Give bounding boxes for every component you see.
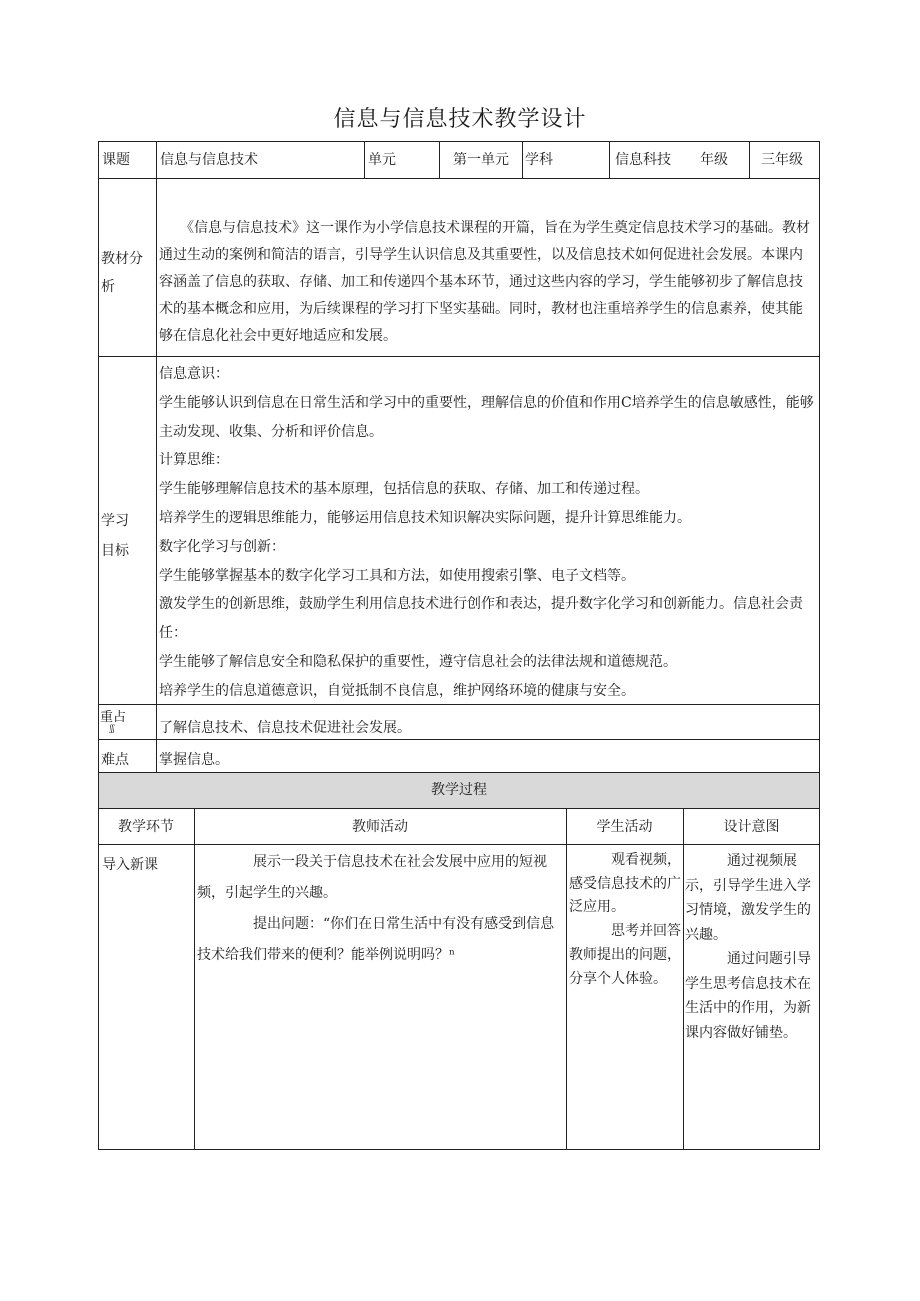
difficulty-label: 难点 xyxy=(101,752,129,768)
lesson-plan-table xyxy=(98,141,820,1150)
key-point-text: 了解信息技术、信息技术促进社会发展。 xyxy=(159,720,411,736)
column-header-teacher: 教师活动 xyxy=(352,819,408,835)
material-analysis-text: 《信息与信息技术》这一课作为小学信息技术课程的开篇，旨在为学生奠定信息技术学习的基础。教材通过生动的案例和简洁的语言，引导学生认识信息及其重要性，以及信息技术如何促进社会发展。本课内容涵盖了信息的获取、存储、加工和传递四个基本环节，通过这些内容的学习，学生能够初步了解信息技术的基本概念和应用，为后续课程的学习打下坚实基础。同时，教材也注重培养学生的信息素养，使其能够在信息化社会中更好地适应和发展。 xyxy=(159,220,810,344)
student-activity-line: 观看视频，感受信息技术的广泛应用。 xyxy=(569,852,681,916)
key-point-label-mark: ʃʃ xyxy=(110,724,115,733)
key-point-label-text: 重占 xyxy=(100,710,127,725)
subject-value: 信息科技 xyxy=(615,152,671,168)
key-point-label xyxy=(100,710,126,733)
objective-line: 激发学生的创新思维，鼓励学生利用信息技术进行创作和表达，提升数字化学习和创新能力。信息社会责任： xyxy=(159,596,803,642)
grade-value: 三年级 xyxy=(761,152,803,168)
process-header: 教学过程 xyxy=(99,773,819,808)
process-stage: 导入新课 xyxy=(102,857,158,873)
material-analysis-label xyxy=(101,245,155,301)
objective-line: 学生能够掌握基本的数字化学习工具和方法，如使用搜索引擎、电子文档等。 xyxy=(159,567,635,584)
teacher-activity-line: 提出问题：“你们在日常生活中有没有感受到信息技术给我们带来的便利？能举例说明吗？ⁿ xyxy=(197,916,555,963)
objectives-label xyxy=(101,506,155,566)
objective-line: 培养学生的逻辑思维能力，能够运用信息技术知识解决实际问题，提升计算思维能力。 xyxy=(159,509,691,526)
design-intent-line: 通过问题引导学生思考信息技术在生活中的作用，为新课内容做好铺垫。 xyxy=(685,951,811,1041)
difficulty-text: 掌握信息。 xyxy=(159,752,229,768)
material-label-line2: 析 xyxy=(101,279,115,295)
student-activity-line: 思考并回答教师提出的问题，分享个人体验。 xyxy=(569,923,681,987)
teacher-activity-line: 展示一段关于信息技术在社会发展中应用的短视频，引起学生的兴趣。 xyxy=(197,854,547,901)
page-title: 信息与信息技术教学设计 xyxy=(333,107,587,132)
objective-line: 学生能够认识到信息在日常生活和学习中的重要性，理解信息的价值和作用C培养学生的信息敏感性，能够主动发现、收集、分析和评价信息。 xyxy=(159,394,814,440)
objectives-label-line2: 目标 xyxy=(101,543,129,559)
objective-line: 学生能够理解信息技术的基本原理，包括信息的获取、存储、加工和传递过程。 xyxy=(159,481,649,498)
column-header-student: 学生活动 xyxy=(596,819,653,835)
material-label-line1: 教材分 xyxy=(101,251,143,267)
unit-value: 第一单元 xyxy=(453,152,509,168)
objective-line: 数字化学习与创新： xyxy=(159,538,285,555)
teacher-activity xyxy=(197,847,563,971)
student-activity xyxy=(569,849,681,991)
subject-label: 学科 xyxy=(525,152,553,168)
objectives-label-line1: 学习 xyxy=(101,513,129,529)
topic-value: 信息与信息技术 xyxy=(160,152,258,168)
design-intent-line: 通过视频展示，引导学生进入学习情境，激发学生的兴趣。 xyxy=(685,853,811,943)
design-intent xyxy=(685,849,818,1045)
topic-label: 课题 xyxy=(102,152,130,168)
column-header-intent: 设计意图 xyxy=(723,819,780,835)
column-header-stage: 教学环节 xyxy=(118,819,174,835)
objective-line: 培养学生的信息道德意识，自觉抵制不良信息，维护网络环境的健康与安全。 xyxy=(159,682,635,699)
objective-line: 计算思维： xyxy=(159,452,229,469)
unit-label: 单元 xyxy=(368,152,396,168)
objectives-text xyxy=(159,360,816,706)
objective-line: 信息意识： xyxy=(159,366,229,382)
objective-line: 学生能够了解信息安全和隐私保护的重要性，遵守信息社会的法律法规和道德规范。 xyxy=(159,653,677,670)
grade-label: 年级 xyxy=(700,152,728,168)
